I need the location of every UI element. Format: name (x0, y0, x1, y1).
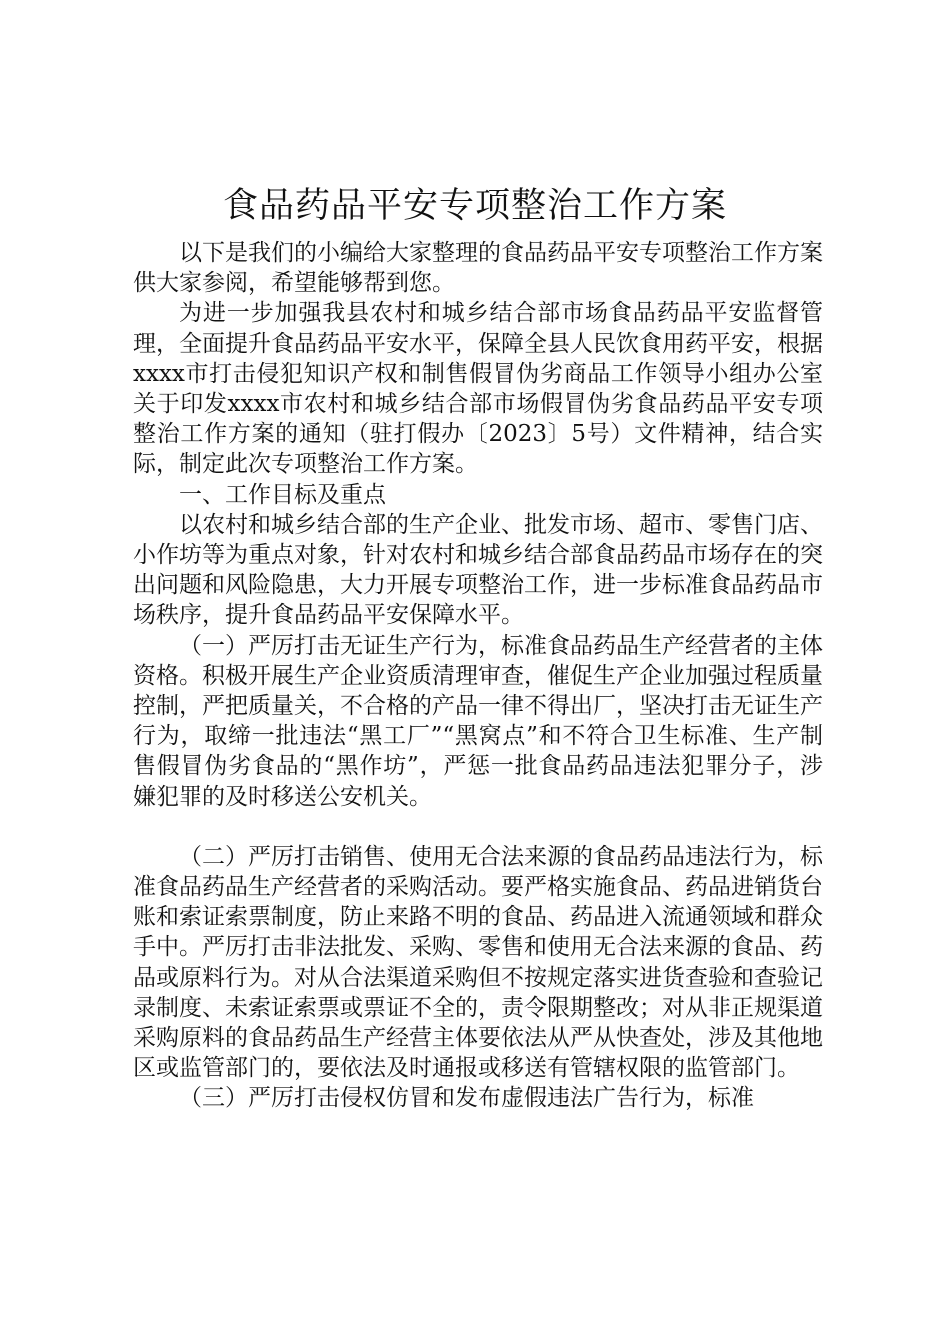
purpose-paragraph: 为进一步加强我县农村和城乡结合部市场食品药品平安监督管理，全面提升食品药品平安水平，保障全县人民饮食用药平安，根据xxxx市打击侵犯知识产权和制售假冒伪劣商品工作领导小组办公室关于印发xxxx市农村和城乡结合部市场假冒伪劣食品药品平安专项整治工作方案的通知（驻打假办〔2023〕5号）文件精神，结合实际，制定此次专项整治工作方案。 (133, 300, 823, 478)
item-one-paragraph: （一）严厉打击无证生产行为，标准食品药品生产经营者的主体资格。积极开展生产企业资质清理审查，催促生产企业加强过程质量控制，严把质量关，不合格的产品一律不得出厂，坚决打击无证生产行为，取缔一批违法“黑工厂”“黑窝点”和不符合卫生标准、生产制售假冒伪劣食品的“黑作坊”，严惩一批食品药品违法犯罪分子，涉嫌犯罪的及时移送公安机关。 (133, 632, 823, 810)
item-three-paragraph: （三）严厉打击侵权仿冒和发布虚假违法广告行为，标准 (179, 1085, 754, 1112)
intro-paragraph: 以下是我们的小编给大家整理的食品药品平安专项整治工作方案供大家参阅，希望能够帮到您。 (133, 240, 823, 297)
goals-paragraph: 以农村和城乡结合部的生产企业、批发市场、超市、零售门店、小作坊等为重点对象，针对农村和城乡结合部食品药品市场存在的突出问题和风险隐患，大力开展专项整治工作，进一步标准食品药品市场秩序，提升食品药品平安保障水平。 (133, 511, 823, 629)
document-body (133, 238, 823, 1114)
section-heading-goals: 一、工作目标及重点 (179, 481, 386, 508)
item-two-paragraph: （二）严厉打击销售、使用无合法来源的食品药品违法行为，标准食品药品生产经营者的采购活动。要严格实施食品、药品进销货台账和索证索票制度，防止来路不明的食品、药品进入流通领域和群众手中。严厉打击非法批发、采购、零售和使用无合法来源的食品、药品或原料行为。对从合法渠道采购但不按规定落实进货查验和查验记录制度、未索证索票或票证不全的，责令限期整改；对从非正规渠道采购原料的食品药品生产经营主体要依法从严从快查处，涉及其他地区或监管部门的，要依法及时通报或移送有管辖权限的监管部门。 (133, 843, 823, 1082)
page-title: 食品药品平安专项整治工作方案 (222, 186, 727, 226)
